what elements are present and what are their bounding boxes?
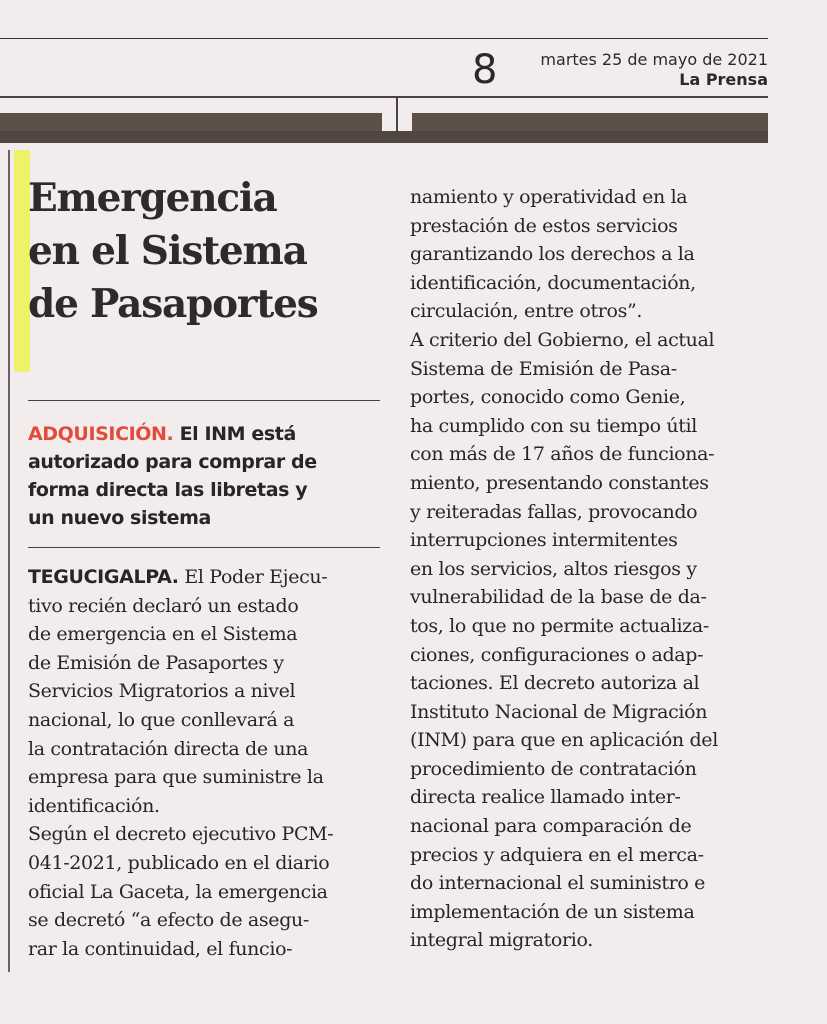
body-line: con más de 17 años de funciona- <box>410 443 715 466</box>
body-line: precios y adquiera en el merca- <box>410 843 704 866</box>
body-line: portes, conocido como Genie, <box>410 386 686 409</box>
section-bar-divider <box>396 96 398 136</box>
deck-text: autorizado para comprar de <box>28 451 317 473</box>
section-bar-right <box>412 113 768 131</box>
body-line: taciones. El decreto autoriza al <box>410 672 700 695</box>
body-line: Servicios Migratorios a nivel <box>28 680 296 703</box>
body-column-left <box>28 563 382 963</box>
body-line: nacional, lo que conllevará a <box>28 708 295 731</box>
deck-top-rule <box>28 400 380 401</box>
deck-bottom-rule <box>28 547 380 548</box>
body-line: namiento y operatividad en la <box>410 186 688 208</box>
body-line: 041-2021, publicado en el diario <box>28 851 330 874</box>
body-line: circulación, entre otros”. <box>410 300 643 323</box>
body-line: ha cumplido con su tiempo útil <box>410 414 697 437</box>
deck-text: un nuevo sistema <box>28 507 211 529</box>
page-number: 8 <box>472 47 498 93</box>
body-line: rar la continuidad, el funcio- <box>28 937 293 960</box>
body-line: Sistema de Emisión de Pasa- <box>410 357 677 380</box>
headline <box>28 172 388 331</box>
body-line: integral migratorio. <box>410 929 593 952</box>
body-line: empresa para que suministre la <box>28 766 324 789</box>
body-line: prestación de estos servicios <box>410 214 678 237</box>
section-bar-bottom <box>0 131 768 143</box>
body-line: y reiteradas fallas, provocando <box>410 500 698 523</box>
body-line: identificación, documentación, <box>410 271 696 294</box>
body-line: nacional para comparación de <box>410 815 692 838</box>
headline-line: en el Sistema <box>28 228 307 274</box>
deck-text: El INM está <box>179 423 296 445</box>
body-line: de emergencia en el Sistema <box>28 623 298 646</box>
deck-text: forma directa las libretas y <box>28 479 308 501</box>
body-line: directa realice llamado inter- <box>410 786 681 809</box>
body-line: implementación de un sistema <box>410 900 695 923</box>
body-line: la contratación directa de una <box>28 737 309 760</box>
body-line: identificación. <box>28 794 160 817</box>
body-line: de Emisión de Pasaportes y <box>28 651 284 674</box>
body-line: oficial La Gaceta, la emergencia <box>28 880 328 903</box>
body-line: en los servicios, altos riesgos y <box>410 557 697 580</box>
body-line: do internacional el suministro e <box>410 872 706 895</box>
body-line: tivo recién declaró un estado <box>28 594 299 617</box>
body-line: se decretó “a efecto de asegu- <box>28 909 309 932</box>
section-rule <box>0 96 768 98</box>
header-rule <box>0 38 768 39</box>
publication-date: martes 25 de mayo de 2021 <box>540 50 768 69</box>
body-line <box>28 563 382 592</box>
body-line: miento, presentando constantes <box>410 471 709 494</box>
body-line: ciones, configuraciones o adap- <box>410 643 704 666</box>
body-line: A criterio del Gobierno, el actual <box>410 328 715 351</box>
deck-kicker: ADQUISICIÓN. <box>28 423 174 445</box>
dateline: TEGUCIGALPA. <box>28 566 179 588</box>
newspaper-name: La Prensa <box>679 70 768 89</box>
body-line: vulnerabilidad de la base de da- <box>410 586 707 609</box>
body-line: tos, lo que no permite actualiza- <box>410 614 709 637</box>
body-line: (INM) para que en aplicación del <box>410 729 718 752</box>
body-line: Según el decreto ejecutivo PCM- <box>28 823 334 846</box>
column-rule <box>8 150 10 972</box>
body-column-right <box>410 183 770 955</box>
deck <box>28 420 380 532</box>
body-line: garantizando los derechos a la <box>410 243 695 266</box>
body-text: El Poder Ejecu- <box>184 566 328 588</box>
body-line: interrupciones intermitentes <box>410 529 678 552</box>
section-bar-left <box>0 113 382 131</box>
body-line: Instituto Nacional de Migración <box>410 700 708 723</box>
body-line: procedimiento de contratación <box>410 757 697 780</box>
headline-line: de Pasaportes <box>28 281 318 327</box>
headline-line: Emergencia <box>28 175 277 221</box>
